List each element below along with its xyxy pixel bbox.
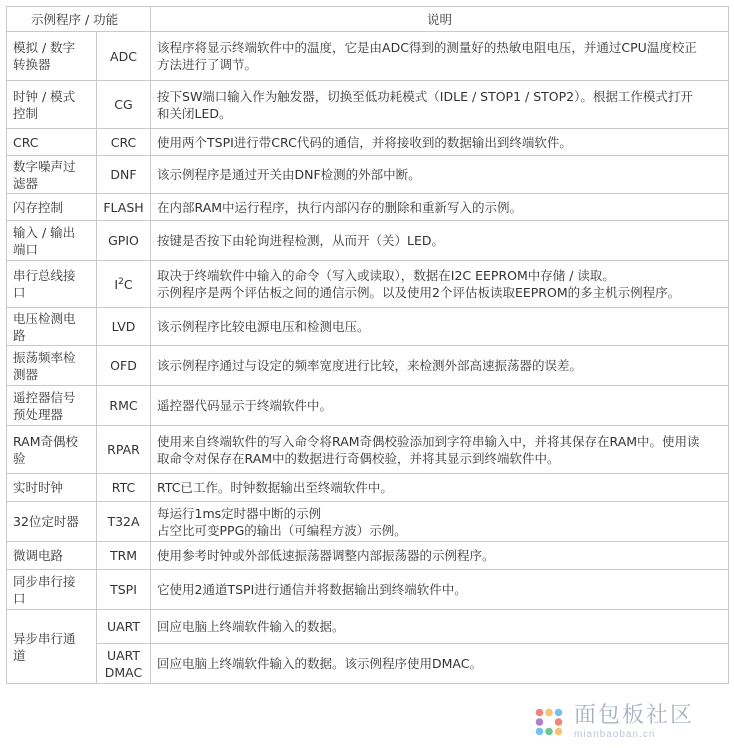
example-code: RPAR [97,426,151,474]
description-line: 它使用2通道TSPI进行通信并将数据输出到终端软件中。 [157,582,467,597]
description [151,221,729,261]
example-code: UART DMAC [97,644,151,684]
description [151,129,729,156]
table-row [7,644,729,684]
example-code: TRM [97,542,151,570]
function-name: 串行总线接 口 [7,261,97,308]
examples-table [6,6,729,684]
table-row [7,32,729,81]
description-line: RTC已工作。时钟数据输出至终端软件中。 [157,480,393,495]
description [151,81,729,129]
description-line: 和关闭LED。 [157,105,232,121]
description [151,32,729,81]
example-code: TSPI [97,570,151,610]
function-name: RAM奇偶校 验 [7,426,97,474]
table-row [7,156,729,194]
description-line: 按键是否按下由轮询进程检测，从而开（关）LED。 [157,233,445,248]
description-line: 该示例程序是通过开关由DNF检测的外部中断。 [157,167,421,182]
table-row [7,129,729,156]
table-row [7,386,729,426]
description [151,610,729,644]
description-line: 取命令对保存在RAM中的数据进行奇偶校验，并将其显示到终端软件中。 [157,450,560,466]
function-name: 32位定时器 [7,502,97,542]
description [151,156,729,194]
description-line: 示例程序是两个评估板之间的通信示例。以及使用2个评估板读取EEPROM的多主机示例程序。 [157,285,681,300]
example-code: GPIO [97,221,151,261]
example-code: DNF [97,156,151,194]
table-row [7,261,729,308]
description-line: 按下SW端口输入作为触发器，切换至低功耗模式（IDLE / STOP1 / STOP2）。根据工作模式打开 [157,88,693,104]
description-line: 每运行1ms定时器中断的示例 [157,505,322,521]
description-line: 取决于终端软件中输入的命令（写入或读取），数据在I2C EEPROM中存储 / 读取。 [157,268,615,283]
description-line: 在内部RAM中运行程序，执行内部闪存的删除和重新写入的示例。 [157,199,523,215]
description [151,542,729,570]
description [151,346,729,386]
description-line: 使用参考时钟或外部低速振荡器调整内部振荡器的示例程序。 [157,548,495,563]
description [151,426,729,474]
example-code: CG [97,81,151,129]
function-name: 数字噪声过 滤器 [7,156,97,194]
watermark-en: mianbaoban.cn [574,728,656,740]
table-header-row [7,7,729,32]
description-line: 使用两个TSPI进行带CRC代码的通信，并将接收到的数据输出到终端软件。 [157,134,572,150]
table-body [7,32,729,684]
table-row [7,194,729,221]
description-line: 回应电脑上终端软件输入的数据。 [157,619,345,634]
description-line: 回应电脑上终端软件输入的数据。该示例程序使用DMAC。 [157,656,482,671]
example-code: FLASH [97,194,151,221]
function-name: CRC [7,129,97,156]
function-name: 模拟 / 数字 转换器 [7,32,97,81]
function-name: 同步串行接 口 [7,570,97,610]
function-name: 振荡频率检 测器 [7,346,97,386]
description-line: 该示例程序比较电源电压和检测电压。 [157,319,370,334]
table-row [7,81,729,129]
function-name: 输入 / 输出 端口 [7,221,97,261]
table-row [7,474,729,502]
description-line: 该示例程序通过与设定的频率宽度进行比较，来检测外部高速振荡器的误差。 [157,358,583,373]
description [151,308,729,346]
description-line: 该程序将显示终端软件中的温度，它是由ADC得到的测量好的热敏电阻电压，并通过CPU温度校正 [157,40,697,55]
function-name: 电压检测电 路 [7,308,97,346]
description-line: 使用来自终端软件的写入命令将RAM奇偶校验添加到字符串输入中，并将其保存在RAM中。使用读 [157,433,700,449]
function-name: 实时时钟 [7,474,97,502]
watermark-cn: 面包板社区 [574,702,695,728]
example-code: RMC [97,386,151,426]
function-name: 时钟 / 模式 控制 [7,81,97,129]
example-code: T32A [97,502,151,542]
function-name: 异步串行通 道 [7,610,97,684]
table-row [7,610,729,644]
description [151,261,729,308]
example-code: LVD [97,308,151,346]
header-description: 说明 [151,7,729,32]
description [151,474,729,502]
watermark-logo-icon [530,703,568,741]
table-row [7,308,729,346]
description-line: 占空比可变PPG的输出（可编程方波）示例。 [157,522,407,538]
watermark [530,702,726,742]
function-name: 遥控器信号 预处理器 [7,386,97,426]
example-code: OFD [97,346,151,386]
example-code: $I^2C$ [97,261,151,308]
table-row [7,570,729,610]
example-code: CRC [97,129,151,156]
description [151,644,729,684]
description-line: 遥控器代码显示于终端软件中。 [157,398,333,413]
table-row [7,502,729,542]
description [151,386,729,426]
function-name: 微调电路 [7,542,97,570]
description-line: 方法进行了调节。 [157,57,258,72]
header-function: 示例程序 / 功能 [7,7,151,32]
table-row [7,346,729,386]
description [151,194,729,221]
description [151,502,729,542]
example-code: ADC [97,32,151,81]
example-code: RTC [97,474,151,502]
table-row [7,426,729,474]
table-row [7,542,729,570]
example-code: UART [97,610,151,644]
description [151,570,729,610]
table-row [7,221,729,261]
function-name: 闪存控制 [7,194,97,221]
